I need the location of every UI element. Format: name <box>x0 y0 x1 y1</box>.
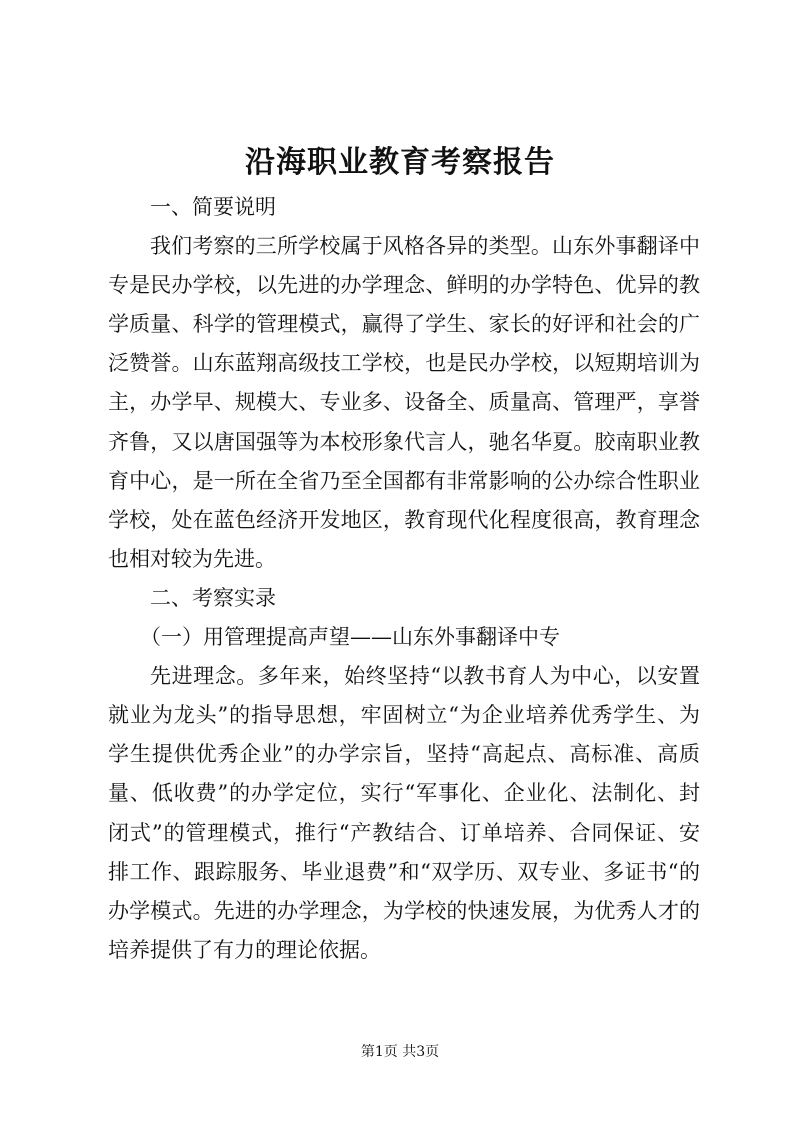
document-body <box>108 188 700 970</box>
paragraph-2 <box>108 657 700 970</box>
paragraph-line: 学质量、科学的管理模式，赢得了学生、家长的好评和社会的广 <box>108 312 700 337</box>
paragraph-line: 量、低收费”的办学定位，实行“军事化、企业化、法制化、封 <box>108 781 700 806</box>
paragraph-line: 也相对较为先进。 <box>108 546 276 571</box>
document-title: 沿海职业教育考察报告 <box>245 145 555 180</box>
section-heading-1: 一、简要说明 <box>150 195 276 219</box>
paragraph-line: 就业为龙头”的指导思想，牢固树立“为企业培养优秀学生、为 <box>108 703 700 728</box>
subsection-heading-1: （一）用管理提高声望——山东外事翻译中专 <box>140 625 560 650</box>
paragraph-line: 我们考察的三所学校属于风格各异的类型。山东外事翻译中 <box>150 234 700 259</box>
paragraph-line: 学校，处在蓝色经济开发地区，教育现代化程度很高，教育理念 <box>108 507 700 532</box>
paragraph-line: 学生提供优秀企业”的办学宗旨，坚持“高起点、高标准、高质 <box>108 742 700 767</box>
paragraph-line: 先进理念。多年来，始终坚持“以教书育人为中心，以安置 <box>150 664 700 689</box>
paragraph-1 <box>108 227 700 579</box>
paragraph-line: 齐鲁，又以唐国强等为本校形象代言人，驰名华夏。胶南职业教 <box>108 429 700 454</box>
section-heading-2: 二、考察实录 <box>150 585 276 610</box>
paragraph-line: 培养提供了有力的理论依据。 <box>108 937 381 962</box>
paragraph-line: 泛赞誉。山东蓝翔高级技工学校，也是民办学校，以短期培训为 <box>108 351 700 376</box>
paragraph-line: 育中心，是一所在全省乃至全国都有非常影响的公办综合性职业 <box>108 468 700 493</box>
page-number-footer: 第1页 共3页 <box>360 1044 440 1060</box>
paragraph-line: 闭式”的管理模式，推行“产教结合、订单培养、合同保证、安 <box>108 820 700 845</box>
paragraph-line: 排工作、跟踪服务、毕业退费”和“双学历、双专业、多证书“的 <box>108 859 700 884</box>
paragraph-line: 主，办学早、规模大、专业多、设备全、质量高、管理严，享誉 <box>108 390 700 415</box>
paragraph-line: 专是民办学校，以先进的办学理念、鲜明的办学特色、优异的教 <box>108 273 700 298</box>
paragraph-line: 办学模式。先进的办学理念，为学校的快速发展，为优秀人才的 <box>108 898 700 923</box>
